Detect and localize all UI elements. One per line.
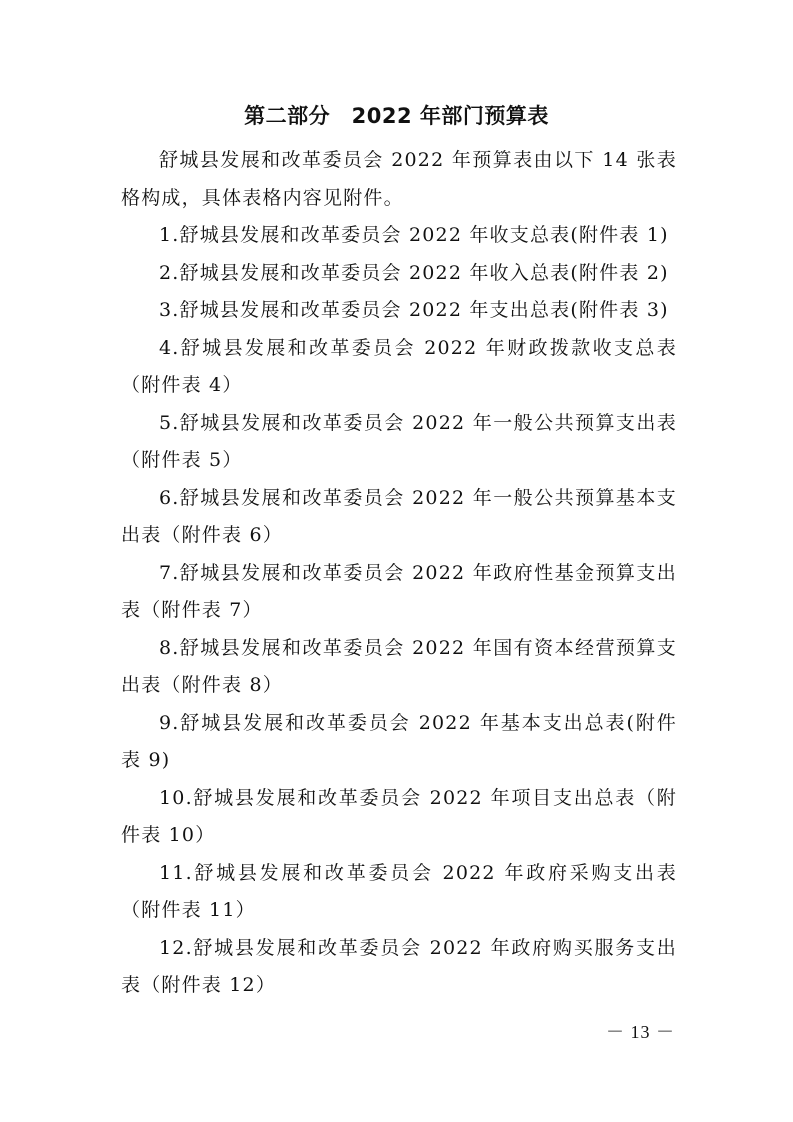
intro-paragraph: 舒城县发展和改革委员会 2022 年预算表由以下 14 张表格构成，具体表格内容见附件。	[121, 149, 677, 209]
section-title: 第二部分 2022 年部门预算表	[244, 104, 549, 128]
list-item-8: 8.舒城县发展和改革委员会 2022 年国有资本经营预算支出表（附件表 8）	[121, 636, 677, 696]
list-item-7: 7.舒城县发展和改革委员会 2022 年政府性基金预算支出表（附件表 7）	[121, 561, 677, 621]
list-item-5: 5.舒城县发展和改革委员会 2022 年一般公共预算支出表（附件表 5）	[121, 411, 677, 471]
page-number: － 13 －	[606, 1022, 675, 1042]
document-body	[121, 142, 677, 1005]
list-item-1: 1.舒城县发展和改革委员会 2022 年收支总表(附件表 1)	[159, 224, 669, 246]
list-item-10: 10.舒城县发展和改革委员会 2022 年项目支出总表（附件表 10）	[121, 786, 677, 846]
list-item-12: 12.舒城县发展和改革委员会 2022 年政府购买服务支出表（附件表 12）	[121, 936, 677, 996]
list-item-4: 4.舒城县发展和改革委员会 2022 年财政拨款收支总表（附件表 4）	[121, 336, 677, 396]
list-item-9: 9.舒城县发展和改革委员会 2022 年基本支出总表(附件表 9)	[121, 711, 677, 771]
list-item-11: 11.舒城县发展和改革委员会 2022 年政府采购支出表（附件表 11）	[121, 861, 677, 921]
list-item-3: 3.舒城县发展和改革委员会 2022 年支出总表(附件表 3)	[159, 299, 669, 321]
list-item-6: 6.舒城县发展和改革委员会 2022 年一般公共预算基本支出表（附件表 6）	[121, 486, 677, 546]
list-item-2: 2.舒城县发展和改革委员会 2022 年收入总表(附件表 2)	[159, 261, 669, 284]
